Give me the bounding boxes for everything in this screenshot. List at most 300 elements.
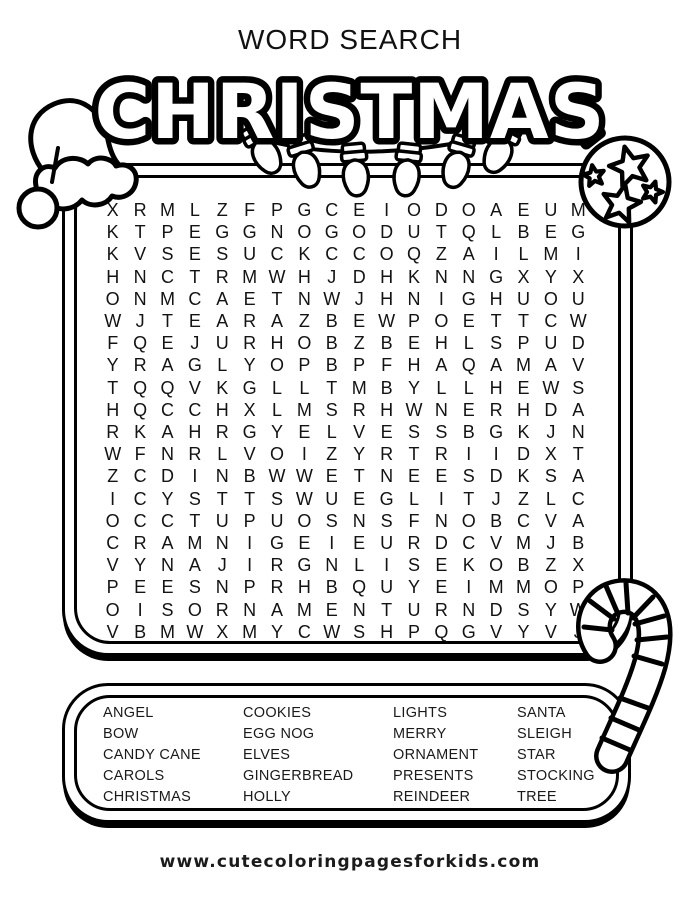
grid-letter: C <box>571 488 585 509</box>
grid-letter: E <box>353 200 366 221</box>
grid-letter: I <box>301 444 307 465</box>
grid-letter: E <box>188 311 201 332</box>
grid-letter: Q <box>434 621 449 642</box>
grid-letter: Z <box>216 200 228 221</box>
grid-letter: T <box>216 488 228 509</box>
grid-letter: M <box>159 200 175 221</box>
grid-letter: I <box>438 288 444 309</box>
grid-letter: E <box>407 333 420 354</box>
grid-letter: K <box>462 555 475 576</box>
grid-letter: X <box>216 621 229 642</box>
bubble-heading <box>0 52 700 152</box>
grid-letter: W <box>323 621 341 642</box>
grid-letter: O <box>297 222 312 243</box>
grid-letter: G <box>297 555 312 576</box>
grid-letter: Q <box>133 399 148 420</box>
grid-letter: G <box>242 222 257 243</box>
grid-letter: G <box>242 422 257 443</box>
grid-letter: W <box>569 599 587 620</box>
grid-letter: Z <box>326 444 338 465</box>
grid-letter: G <box>187 355 202 376</box>
grid-letter: M <box>159 621 175 642</box>
grid-letter: J <box>327 266 337 287</box>
grid-letter: W <box>569 311 587 332</box>
grid-letter: G <box>215 222 230 243</box>
grid-letter: O <box>461 510 476 531</box>
grid-letter: V <box>134 244 147 265</box>
grid-letter: U <box>325 488 339 509</box>
page-title: WORD SEARCH <box>237 24 463 55</box>
grid-letter: A <box>271 311 284 332</box>
grid-letter: S <box>380 510 393 531</box>
grid-letter: S <box>544 466 557 487</box>
grid-letter: E <box>462 311 475 332</box>
grid-letter: B <box>325 311 338 332</box>
grid-letter: E <box>435 555 448 576</box>
grid-letter: A <box>490 355 503 376</box>
grid-letter: D <box>517 444 531 465</box>
word-list-item: PRESENTS <box>393 768 474 784</box>
grid-letter: H <box>106 266 120 287</box>
grid-letter: K <box>216 377 229 398</box>
grid-letter: A <box>188 555 201 576</box>
grid-letter: B <box>134 621 147 642</box>
grid-letter: N <box>434 266 448 287</box>
grid-letter: G <box>270 533 285 554</box>
grid-letter: F <box>134 444 146 465</box>
grid-letter: I <box>493 244 499 265</box>
grid-letter: U <box>380 533 394 554</box>
grid-letter: C <box>462 533 476 554</box>
grid-letter: A <box>572 466 585 487</box>
grid-letter: N <box>270 222 284 243</box>
grid-letter: A <box>490 200 503 221</box>
word-list-item: ELVES <box>243 747 291 763</box>
grid-letter: G <box>324 222 339 243</box>
grid-letter: O <box>406 200 421 221</box>
grid-letter: E <box>517 200 530 221</box>
grid-letter: M <box>351 377 367 398</box>
grid-letter: Q <box>461 222 476 243</box>
grid-letter: J <box>546 533 556 554</box>
grid-letter: Z <box>353 333 365 354</box>
grid-letter: C <box>188 399 202 420</box>
grid-letter: A <box>161 422 174 443</box>
grid-letter: F <box>244 200 256 221</box>
grid-letter: W <box>378 311 396 332</box>
grid-letter: J <box>190 333 200 354</box>
grid-letter: B <box>380 333 393 354</box>
grid-letter: L <box>491 222 502 243</box>
word-list-item: STOCKING <box>517 768 595 784</box>
grid-letter: H <box>188 422 202 443</box>
grid-letter: R <box>243 311 257 332</box>
grid-letter: V <box>106 555 119 576</box>
grid-letter: W <box>295 466 313 487</box>
grid-letter: T <box>189 266 201 287</box>
grid-letter: E <box>325 466 338 487</box>
grid-letter: E <box>298 533 311 554</box>
grid-letter: V <box>544 510 557 531</box>
grid-letter: F <box>381 355 393 376</box>
grid-letter: Y <box>106 355 119 376</box>
grid-letter: C <box>160 266 174 287</box>
grid-letter: V <box>544 621 557 642</box>
grid-letter: C <box>106 533 120 554</box>
grid-letter: J <box>573 621 583 642</box>
grid-letter: E <box>435 577 448 598</box>
grid-letter: R <box>243 333 257 354</box>
grid-letter: T <box>189 510 201 531</box>
word-list-item: STAR <box>517 747 556 763</box>
grid-letter: Y <box>517 621 530 642</box>
grid-letter: J <box>491 488 501 509</box>
grid-letter: H <box>407 355 421 376</box>
grid-letter: E <box>353 533 366 554</box>
grid-letter: W <box>268 466 286 487</box>
grid-letter: O <box>489 555 504 576</box>
grid-letter: W <box>186 621 204 642</box>
grid-letter: Y <box>544 266 557 287</box>
grid-letter: P <box>572 577 585 598</box>
grid-letter: I <box>192 466 198 487</box>
grid-letter: E <box>188 244 201 265</box>
grid-letter: X <box>106 200 119 221</box>
grid-letter: Q <box>461 355 476 376</box>
grid-letter: Y <box>134 555 147 576</box>
word-list-item: GINGERBREAD <box>243 768 354 784</box>
grid-letter: D <box>160 466 174 487</box>
grid-letter: N <box>160 555 174 576</box>
grid-letter: N <box>325 555 339 576</box>
grid-letter: Y <box>161 488 174 509</box>
grid-letter: R <box>215 266 229 287</box>
grid-letter: I <box>384 555 390 576</box>
grid-letter: C <box>133 488 147 509</box>
grid-letter: E <box>517 377 530 398</box>
grid-letter: N <box>462 599 476 620</box>
grid-letter: H <box>297 577 311 598</box>
grid-letter: R <box>188 444 202 465</box>
grid-letter: S <box>161 244 174 265</box>
grid-letter: E <box>188 222 201 243</box>
grid-letter: C <box>325 200 339 221</box>
grid-letter: R <box>133 533 147 554</box>
grid-letter: R <box>352 399 366 420</box>
grid-letter: Y <box>407 377 420 398</box>
grid-letter: Z <box>435 244 447 265</box>
grid-letter: I <box>329 533 335 554</box>
grid-letter: X <box>544 444 557 465</box>
grid-letter: Y <box>271 422 284 443</box>
grid-letter: E <box>462 399 475 420</box>
grid-letter: E <box>544 222 557 243</box>
grid-letter: O <box>270 355 285 376</box>
grid-letter: Z <box>107 466 119 487</box>
grid-letter: A <box>161 533 174 554</box>
grid-letter: S <box>462 466 475 487</box>
grid-letter: R <box>215 599 229 620</box>
website-url: www.cutecoloringpagesforkids.com <box>159 852 541 872</box>
grid-letter: U <box>517 288 531 309</box>
grid-letter: H <box>297 266 311 287</box>
grid-letter: Z <box>545 555 557 576</box>
grid-letter: H <box>434 333 448 354</box>
grid-letter: R <box>133 200 147 221</box>
word-list-item: REINDEER <box>393 789 471 805</box>
grid-letter: A <box>572 399 585 420</box>
grid-letter: C <box>297 621 311 642</box>
grid-letter: I <box>466 577 472 598</box>
grid-letter: N <box>352 599 366 620</box>
grid-letter: K <box>517 466 530 487</box>
grid-letter: Y <box>353 444 366 465</box>
grid-letter: T <box>271 288 283 309</box>
grid-letter: V <box>572 355 585 376</box>
grid-letter: C <box>352 244 366 265</box>
grid-letter: V <box>353 422 366 443</box>
grid-letter: Q <box>352 577 367 598</box>
grid-letter: D <box>571 333 585 354</box>
grid-letter: A <box>271 599 284 620</box>
grid-letter: G <box>379 488 394 509</box>
grid-letter: I <box>466 444 472 465</box>
grid-letter: N <box>434 399 448 420</box>
grid-letter: S <box>572 377 585 398</box>
grid-letter: H <box>489 377 503 398</box>
grid-letter: M <box>488 577 504 598</box>
grid-letter: E <box>435 466 448 487</box>
word-list-item: BOW <box>103 726 139 742</box>
heading-text: CHRISTMAS <box>94 67 606 152</box>
grid-letter: T <box>490 311 502 332</box>
grid-letter: T <box>353 466 365 487</box>
grid-letter: N <box>297 288 311 309</box>
grid-letter: Y <box>544 599 557 620</box>
grid-letter: P <box>517 333 530 354</box>
grid-letter: B <box>490 510 503 531</box>
grid-letter: M <box>242 266 258 287</box>
grid-letter: E <box>353 311 366 332</box>
grid-letter: U <box>571 288 585 309</box>
grid-letter: Q <box>160 377 175 398</box>
grid-letter: Y <box>407 577 420 598</box>
word-list-item: TREE <box>517 789 557 805</box>
grid-letter: S <box>490 333 503 354</box>
grid-letter: R <box>133 355 147 376</box>
grid-letter: M <box>516 355 532 376</box>
grid-letter: P <box>407 311 420 332</box>
grid-letter: C <box>160 399 174 420</box>
grid-letter: L <box>189 200 200 221</box>
grid-letter: N <box>407 288 421 309</box>
grid-letter: A <box>462 244 475 265</box>
grid-letter: C <box>160 510 174 531</box>
grid-letter: U <box>380 577 394 598</box>
grid-letter: J <box>546 422 556 443</box>
grid-letter: P <box>353 355 366 376</box>
grid-letter: T <box>408 444 420 465</box>
grid-letter: D <box>544 399 558 420</box>
grid-letter: I <box>438 488 444 509</box>
grid-letter: R <box>106 422 120 443</box>
grid-letter: C <box>133 510 147 531</box>
grid-letter: K <box>106 222 119 243</box>
grid-letter: Q <box>133 333 148 354</box>
grid-letter: I <box>493 444 499 465</box>
grid-letter: O <box>297 510 312 531</box>
grid-letter: V <box>490 533 503 554</box>
grid-letter: D <box>489 599 503 620</box>
grid-letter: X <box>517 266 530 287</box>
grid-letter: M <box>296 599 312 620</box>
grid-letter: K <box>106 244 119 265</box>
word-list-item: SLEIGH <box>517 726 572 742</box>
grid-letter: O <box>379 244 394 265</box>
grid-letter: G <box>297 200 312 221</box>
grid-letter: W <box>268 266 286 287</box>
grid-letter: K <box>517 422 530 443</box>
grid-letter: S <box>188 488 201 509</box>
grid-letter: B <box>517 222 530 243</box>
grid-letter: T <box>463 488 475 509</box>
grid-letter: W <box>542 377 560 398</box>
grid-letter: S <box>216 244 229 265</box>
grid-letter: S <box>353 621 366 642</box>
grid-letter: C <box>325 244 339 265</box>
grid-letter: J <box>217 555 227 576</box>
grid-letter: O <box>105 599 120 620</box>
grid-letter: N <box>571 422 585 443</box>
grid-letter: Q <box>133 377 148 398</box>
grid-letter: E <box>161 333 174 354</box>
grid-letter: P <box>161 222 174 243</box>
grid-letter: B <box>325 355 338 376</box>
grid-letter: I <box>575 244 581 265</box>
grid-letter: J <box>135 311 145 332</box>
grid-letter: B <box>380 377 393 398</box>
grid-letter: Z <box>298 311 310 332</box>
grid-letter: L <box>299 377 310 398</box>
grid-letter: X <box>572 555 585 576</box>
grid-letter: H <box>380 399 394 420</box>
grid-letter: N <box>352 510 366 531</box>
grid-letter: Z <box>518 488 530 509</box>
grid-letter: S <box>407 555 420 576</box>
grid-letter: T <box>134 222 146 243</box>
grid-letter: A <box>161 355 174 376</box>
grid-letter: Y <box>271 621 284 642</box>
grid-letter: H <box>489 288 503 309</box>
grid-letter: D <box>434 533 448 554</box>
grid-letter: B <box>517 555 530 576</box>
grid-letter: U <box>407 222 421 243</box>
grid-letter: X <box>243 399 256 420</box>
grid-letter: R <box>380 444 394 465</box>
grid-letter: W <box>323 288 341 309</box>
grid-letter: B <box>462 422 475 443</box>
grid-letter: N <box>380 466 394 487</box>
grid-letter: T <box>572 444 584 465</box>
grid-letter: H <box>380 266 394 287</box>
grid-letter: Q <box>406 244 421 265</box>
grid-letter: S <box>517 599 530 620</box>
grid-letter: E <box>380 422 393 443</box>
grid-letter: G <box>461 288 476 309</box>
grid-letter: T <box>326 377 338 398</box>
grid-letter: N <box>462 266 476 287</box>
grid-letter: N <box>215 466 229 487</box>
grid-letter: N <box>133 266 147 287</box>
grid-letter: W <box>405 399 423 420</box>
word-list-item: CAROLS <box>103 768 165 784</box>
word-list-item: LIGHTS <box>393 705 448 721</box>
grid-letter: O <box>543 577 558 598</box>
grid-letter: C <box>133 466 147 487</box>
word-list-item: HOLLY <box>243 789 291 805</box>
grid-letter: U <box>544 200 558 221</box>
grid-letter: D <box>380 222 394 243</box>
grid-letter: K <box>134 422 147 443</box>
grid-letter: S <box>161 599 174 620</box>
grid-letter: L <box>272 399 283 420</box>
grid-letter: I <box>137 599 143 620</box>
grid-letter: E <box>353 488 366 509</box>
grid-letter: P <box>298 355 311 376</box>
grid-letter: R <box>270 577 284 598</box>
grid-letter: E <box>298 422 311 443</box>
grid-letter: H <box>380 288 394 309</box>
grid-letter: M <box>570 200 586 221</box>
grid-letter: O <box>297 333 312 354</box>
grid-letter: B <box>325 577 338 598</box>
grid-letter: N <box>243 599 257 620</box>
grid-letter: O <box>270 444 285 465</box>
word-list-item: ANGEL <box>103 705 154 721</box>
word-list-item: COOKIES <box>243 705 312 721</box>
grid-letter: V <box>106 621 119 642</box>
grid-letter: O <box>105 288 120 309</box>
grid-letter: P <box>106 577 119 598</box>
word-list-item: CHRISTMAS <box>103 789 192 805</box>
candy-cane-icon <box>584 583 667 756</box>
grid-letter: S <box>407 422 420 443</box>
grid-letter: S <box>325 399 338 420</box>
grid-letter: E <box>161 577 174 598</box>
grid-letter: C <box>270 244 284 265</box>
grid-letter: E <box>243 288 256 309</box>
grid-letter: R <box>270 555 284 576</box>
grid-letter: T <box>107 377 119 398</box>
grid-letter: I <box>110 488 116 509</box>
grid-letter: H <box>106 399 120 420</box>
grid-letter: P <box>243 577 256 598</box>
grid-letter: L <box>408 488 419 509</box>
grid-letter: I <box>247 533 253 554</box>
grid-letter: J <box>354 288 364 309</box>
grid-letter: L <box>463 333 474 354</box>
grid-letter: D <box>489 466 503 487</box>
grid-letter: H <box>380 621 394 642</box>
grid-letter: G <box>571 222 586 243</box>
grid-letter: U <box>215 333 229 354</box>
grid-letter: G <box>489 266 504 287</box>
grid-letter: M <box>159 288 175 309</box>
grid-letter: E <box>407 466 420 487</box>
word-list-item: SANTA <box>517 705 566 721</box>
grid-letter: W <box>104 444 122 465</box>
grid-letter: U <box>243 244 257 265</box>
